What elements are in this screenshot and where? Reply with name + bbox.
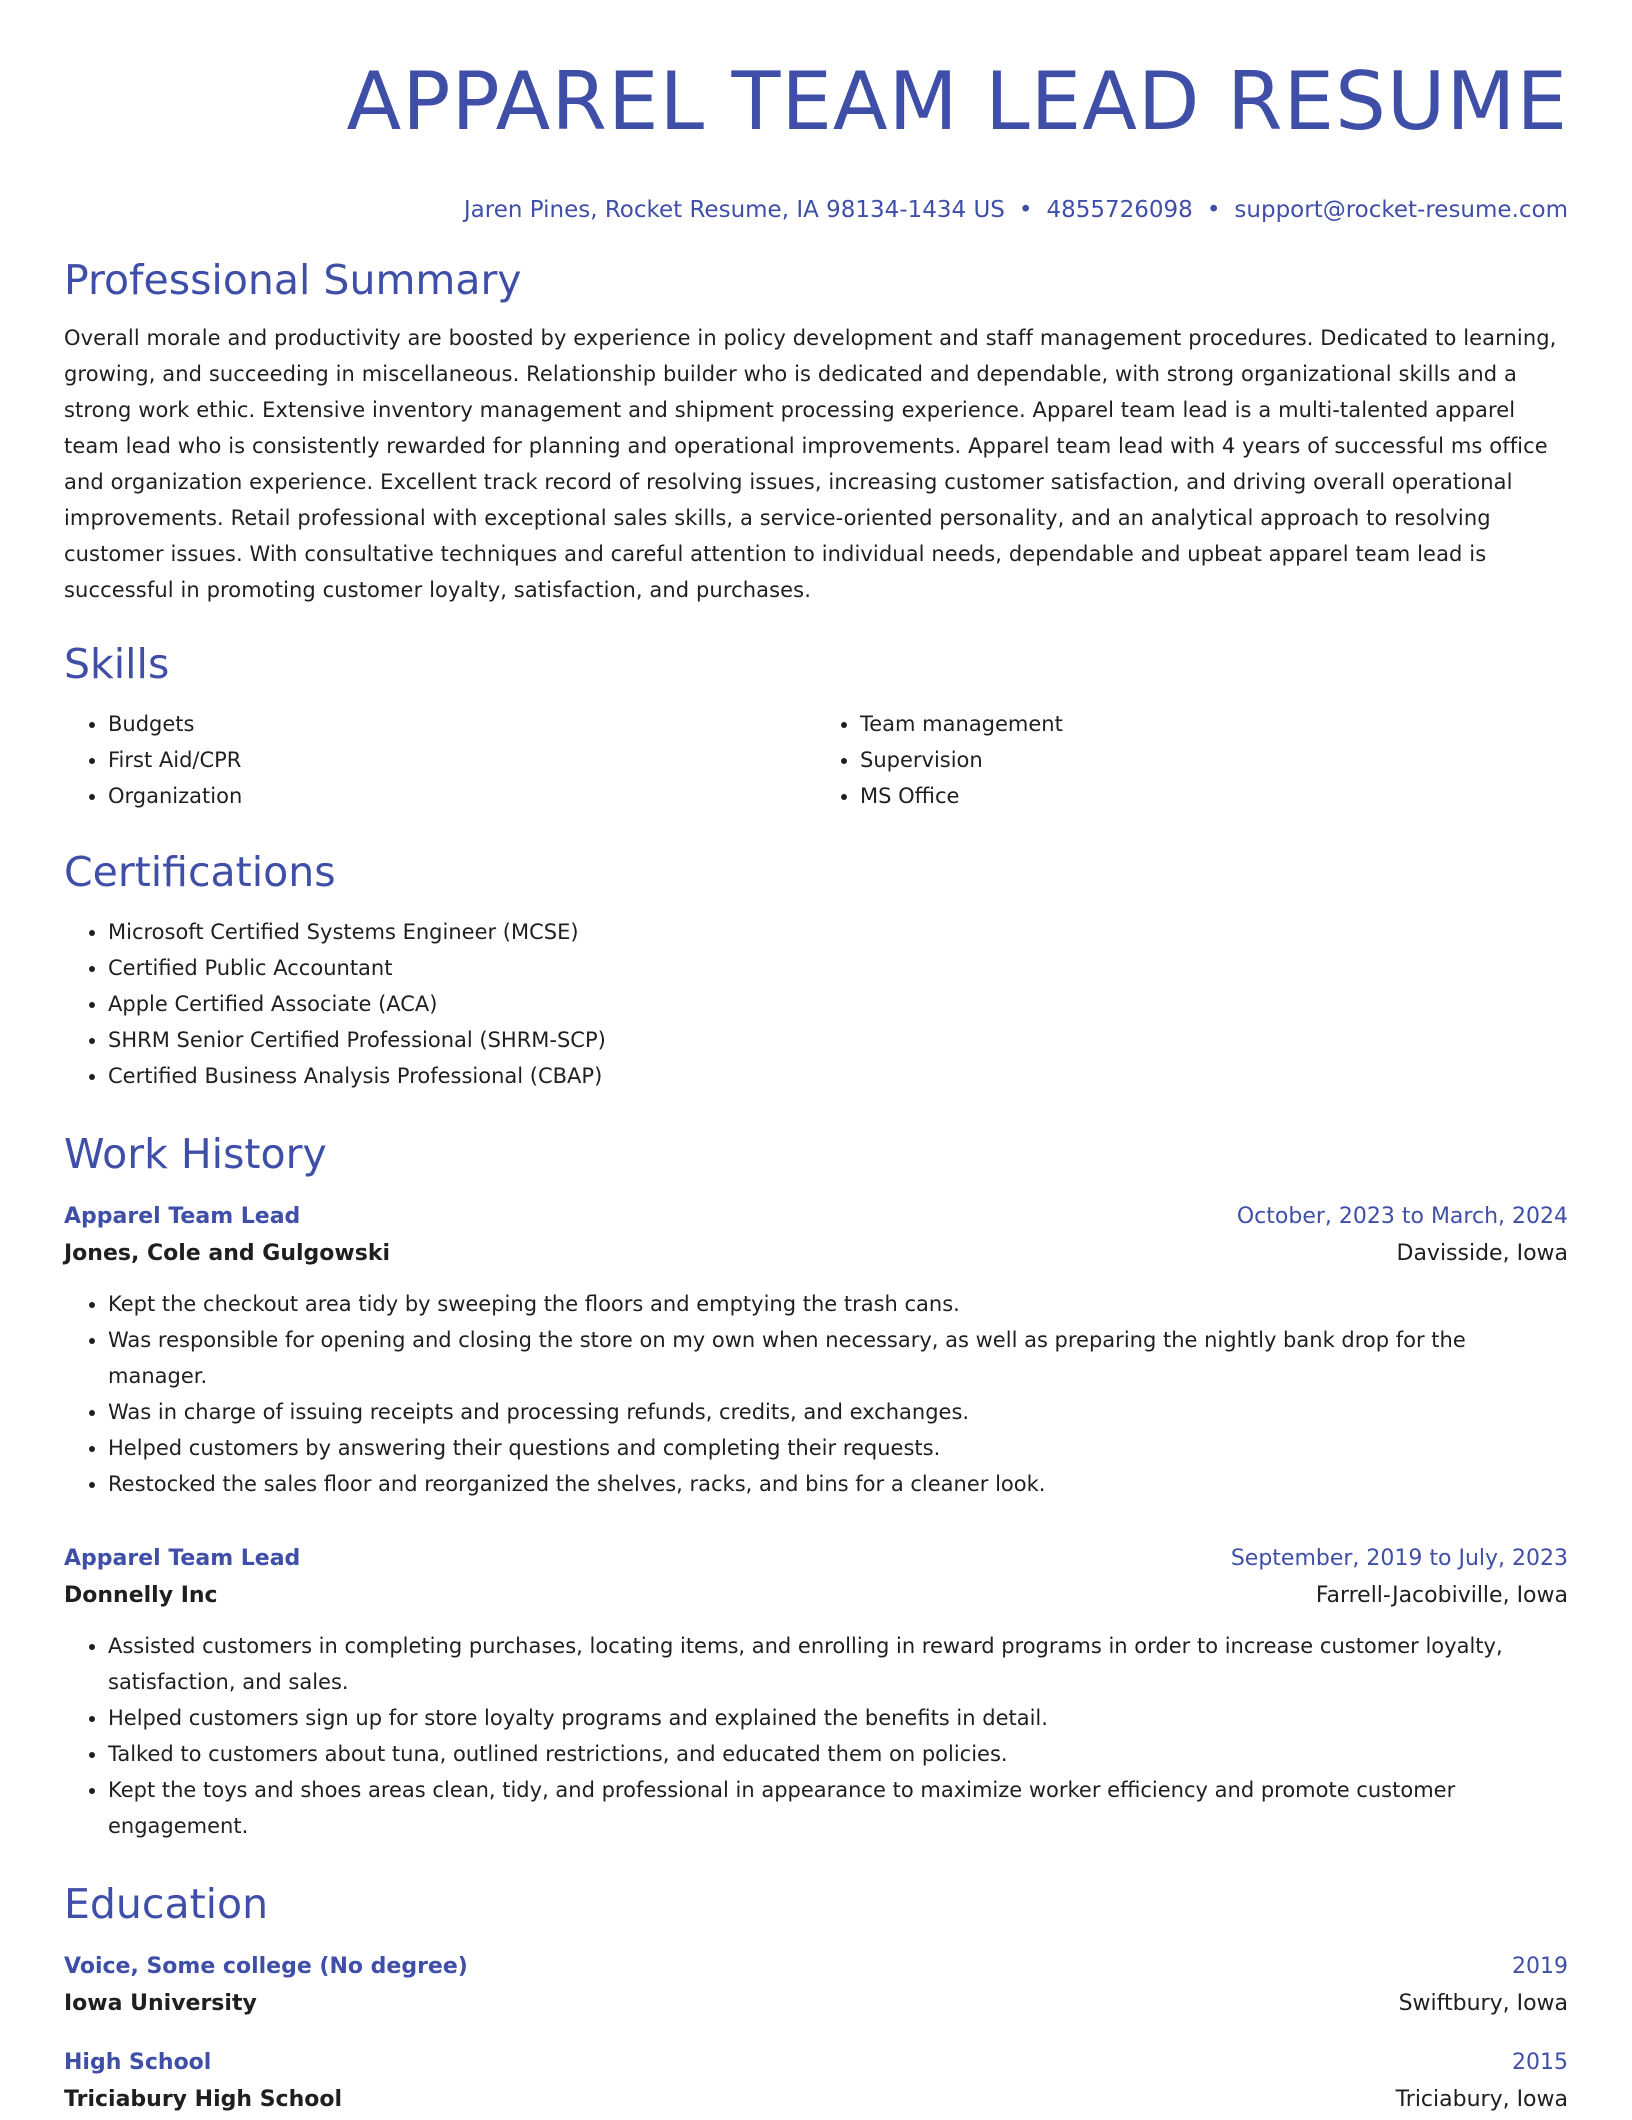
job-bullet: • Assisted customers in completing purchases, locating items, and enrolling in reward programs in order to increase customer loyalty, satisfaction, and sales. — [108, 1628, 1568, 1700]
job-bullet: • Was in charge of issuing receipts and processing refunds, credits, and exchanges. — [108, 1394, 1568, 1430]
job-company: Jones, Cole and Gulgowski — [64, 1241, 391, 1266]
skill-item: • Supervision — [860, 742, 1568, 778]
resume-title: APPAREL TEAM LEAD RESUME — [346, 55, 1568, 148]
education-school-row — [64, 2080, 1568, 2120]
job-title: Apparel Team Lead — [64, 1546, 301, 1571]
certifications-list — [64, 914, 1568, 1094]
job-title: Apparel Team Lead — [64, 1204, 301, 1229]
job-dates: September, 2019 to July, 2023 — [1230, 1546, 1568, 1571]
contact-separator: • — [1206, 197, 1221, 223]
job-entry — [64, 1542, 1568, 1844]
job-bullets — [64, 1628, 1568, 1844]
job-bullet: • Talked to customers about tuna, outlined restrictions, and educated them on policies. — [108, 1736, 1568, 1772]
education-degree: Voice, Some college (No degree) — [64, 1954, 468, 1979]
work-history-heading: Work History — [64, 1130, 327, 1178]
job-bullet: • Helped customers by answering their questions and completing their requests. — [108, 1430, 1568, 1466]
job-dates: October, 2023 to March, 2024 — [1236, 1204, 1568, 1229]
skills-column-right — [816, 706, 1568, 814]
skill-item: • Budgets — [108, 706, 816, 742]
education-year: 2019 — [1512, 1954, 1568, 1979]
contact-address: Jaren Pines, Rocket Resume, IA 98134-1434 US — [463, 197, 1005, 223]
education-entry — [64, 1950, 1568, 2024]
job-header-row — [64, 1542, 1568, 1576]
skills-column-left — [64, 706, 816, 814]
education-header-row — [64, 2046, 1568, 2080]
job-header-row — [64, 1200, 1568, 1234]
job-bullet: • Helped customers sign up for store loyalty programs and explained the benefits in detail. — [108, 1700, 1568, 1736]
certification-item: • Certified Business Analysis Professional (CBAP) — [108, 1058, 1568, 1094]
skill-item: • Team management — [860, 706, 1568, 742]
contact-line — [64, 194, 1568, 226]
certification-item: • SHRM Senior Certified Professional (SHRM-SCP) — [108, 1022, 1568, 1058]
job-company-row — [64, 1576, 1568, 1616]
education-heading: Education — [64, 1880, 269, 1928]
summary-heading: Professional Summary — [64, 256, 522, 304]
education-header-row — [64, 1950, 1568, 1984]
job-bullet: • Restocked the sales floor and reorganized the shelves, racks, and bins for a cleaner look. — [108, 1466, 1568, 1502]
education-school: Triciabury High School — [64, 2087, 343, 2112]
contact-email: support@rocket-resume.com — [1234, 197, 1568, 223]
education-entry — [64, 2046, 1568, 2120]
education-degree: High School — [64, 2050, 212, 2075]
education-year: 2015 — [1512, 2050, 1568, 2075]
contact-separator: • — [1018, 197, 1033, 223]
job-company-row — [64, 1234, 1568, 1274]
job-location: Farrell-Jacobiville, Iowa — [1315, 1583, 1568, 1608]
job-bullet: • Kept the checkout area tidy by sweeping the floors and emptying the trash cans. — [108, 1286, 1568, 1322]
certification-item: • Apple Certified Associate (ACA) — [108, 986, 1568, 1022]
certification-item: • Certified Public Accountant — [108, 950, 1568, 986]
job-entry — [64, 1200, 1568, 1502]
job-bullet: • Kept the toys and shoes areas clean, tidy, and professional in appearance to maximize worker efficiency and promote customer engagement. — [108, 1772, 1568, 1844]
education-location: Triciabury, Iowa — [1395, 2087, 1568, 2112]
skills-heading: Skills — [64, 640, 170, 688]
summary-text: Overall morale and productivity are boosted by experience in policy development and staff management procedures. Dedicated to learning, growing, and succeeding in miscellaneous. Relationship builder who is dedicated and dependable, with strong organizational skills and a strong work ethic. Extensive inventory management and shipment processing experience. Apparel team lead is a multi-talented apparel team lead who is consistently rewarded for planning and operational improvements. Apparel team lead with 4 years of successful ms office and organization experience. Excellent track record of resolving issues, increasing customer satisfaction, and driving overall operational improvements. Retail professional with exceptional sales skills, a service-oriented personality, and an analytical approach to resolving customer issues. With consultative techniques and careful attention to individual needs, dependable and upbeat apparel team lead is successful in promoting customer loyalty, satisfaction, and purchases. — [64, 326, 1557, 602]
job-bullet: • Was responsible for opening and closing the store on my own when necessary, as well as preparing the nightly bank drop for the manager. — [108, 1322, 1568, 1394]
skills-list — [64, 706, 1568, 814]
skill-item: • Organization — [108, 778, 816, 814]
education-location: Swiftbury, Iowa — [1398, 1991, 1568, 2016]
skill-item: • First Aid/CPR — [108, 742, 816, 778]
job-company: Donnelly Inc — [64, 1583, 218, 1608]
education-school: Iowa University — [64, 1991, 257, 2016]
contact-phone: 4855726098 — [1046, 197, 1193, 223]
education-school-row — [64, 1984, 1568, 2024]
certification-item: • Microsoft Certified Systems Engineer (MCSE) — [108, 914, 1568, 950]
job-bullets — [64, 1286, 1568, 1502]
certifications-heading: Certifications — [64, 848, 336, 896]
job-location: Davisside, Iowa — [1396, 1241, 1568, 1266]
skill-item: • MS Office — [860, 778, 1568, 814]
